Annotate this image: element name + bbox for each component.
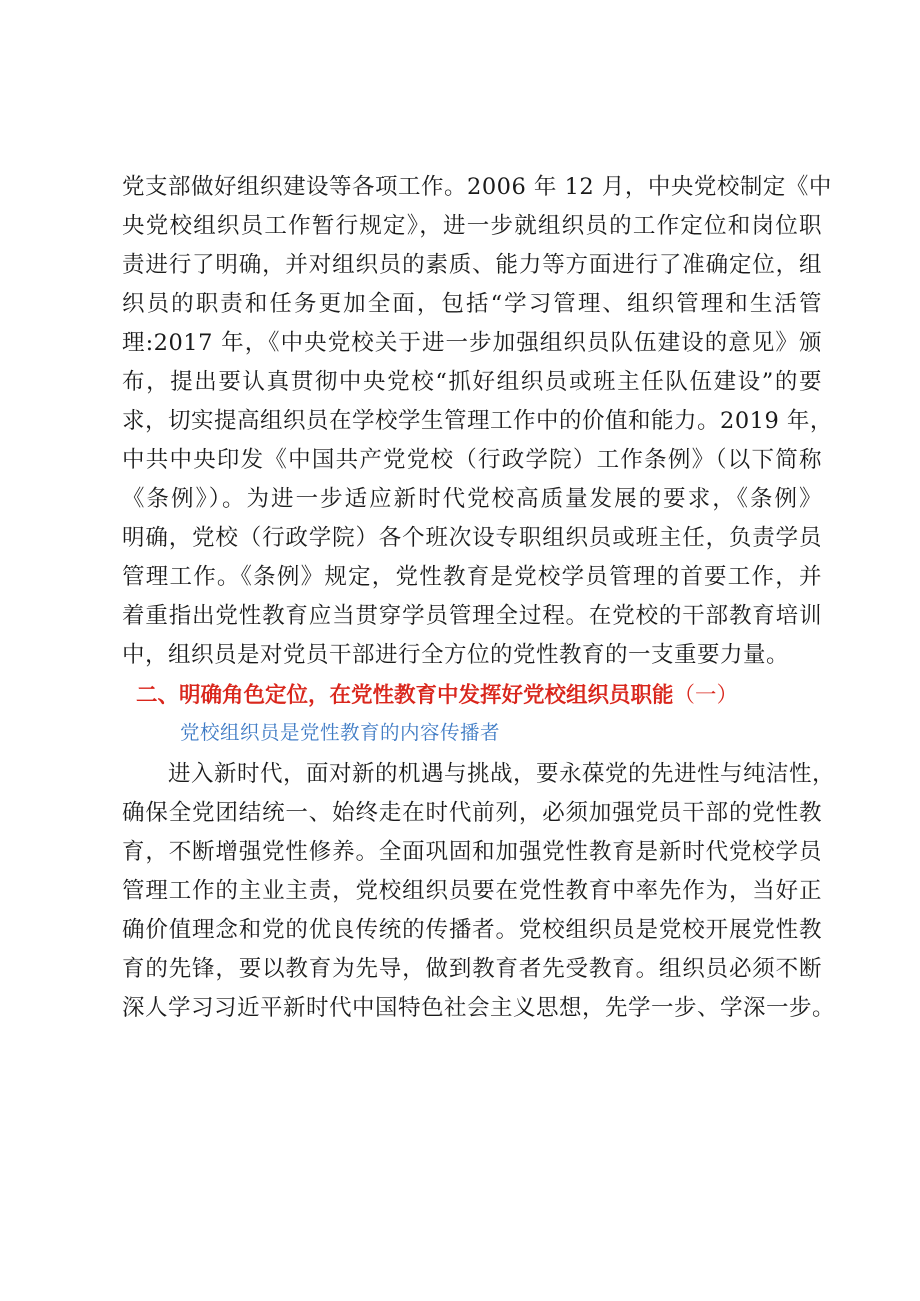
- paragraph-1: [122, 168, 833, 675]
- section-heading-text: 二、明确角色定位，在党性教育中发挥好党校组织员职能: [136, 683, 674, 708]
- paragraph-line: 着重指出党性教育应当贯穿学员管理全过程。在党校的干部教育培训: [122, 603, 822, 629]
- paragraph-line: 进入新时代，面对新的机遇与挑战，要永葆党的先进性与纯洁性，: [168, 761, 836, 787]
- paragraph-line: 管理工作的主业主责，党校组织员要在党性教育中率先作为，当好正: [122, 878, 822, 904]
- paragraph-line: 理:2017 年，《中央党校关于进一步加强组织员队伍建设的意见》颁: [122, 330, 822, 356]
- paragraph-line: 明确，党校（行政学院）各个班次设专职组织员或班主任，负责学员: [122, 525, 822, 551]
- paragraph-line: 责进行了明确，并对组织员的素质、能力等方面进行了准确定位，组: [122, 252, 822, 278]
- paragraph-line: 中，组织员是对党员干部进行全方位的党性教育的一支重要力量。: [122, 642, 790, 668]
- section-heading: [136, 677, 822, 715]
- document-body: [122, 168, 836, 1028]
- paragraph-line: 布，提出要认真贯彻中央党校“抓好组织员或班主任队伍建设”的要: [122, 369, 822, 395]
- paragraph-line: 深人学习习近平新时代中国特色社会主义思想，先学一步、学深一步。: [122, 995, 836, 1021]
- paragraph-line: 确价值理念和党的优良传统的传播者。党校组织员是党校开展党性教: [122, 917, 822, 943]
- paragraph-line: 求，切实提高组织员在学校学生管理工作中的价值和能力。2019 年，: [122, 408, 833, 434]
- sub-heading: 党校组织员是党性教育的内容传播者: [180, 721, 501, 744]
- paragraph-line: 央党校组织员工作暂行规定》，进一步就组织员的工作定位和岗位职: [122, 213, 822, 239]
- paragraph-line: 管理工作。《条例》规定，党性教育是党校学员管理的首要工作，并: [122, 564, 822, 590]
- paragraph-line: 党支部做好组织建设等各项工作。2006 年 12 月，中央党校制定《中: [122, 174, 832, 200]
- paragraph-line: 育的先锋，要以教育为先导，做到教育者先受教育。组织员必须不断: [122, 956, 822, 982]
- paragraph-2: [122, 755, 836, 1028]
- section-heading-number: （一）: [673, 683, 739, 708]
- paragraph-line: 育，不断增强党性修养。全面巩固和加强党性教育是新时代党校学员: [122, 839, 822, 865]
- paragraph-line: 《条例》）。为进一步适应新时代党校高质量发展的要求，《条例》: [122, 486, 822, 512]
- paragraph-line: 确保全党团结统一、始终走在时代前列，必须加强党员干部的党性教: [122, 800, 822, 826]
- paragraph-line: 织员的职责和任务更加全面，包括“学习管理、组织管理和生活管: [122, 291, 822, 317]
- paragraph-line: 中共中央印发《中国共产党党校（行政学院）工作条例》（以下简称: [122, 447, 822, 473]
